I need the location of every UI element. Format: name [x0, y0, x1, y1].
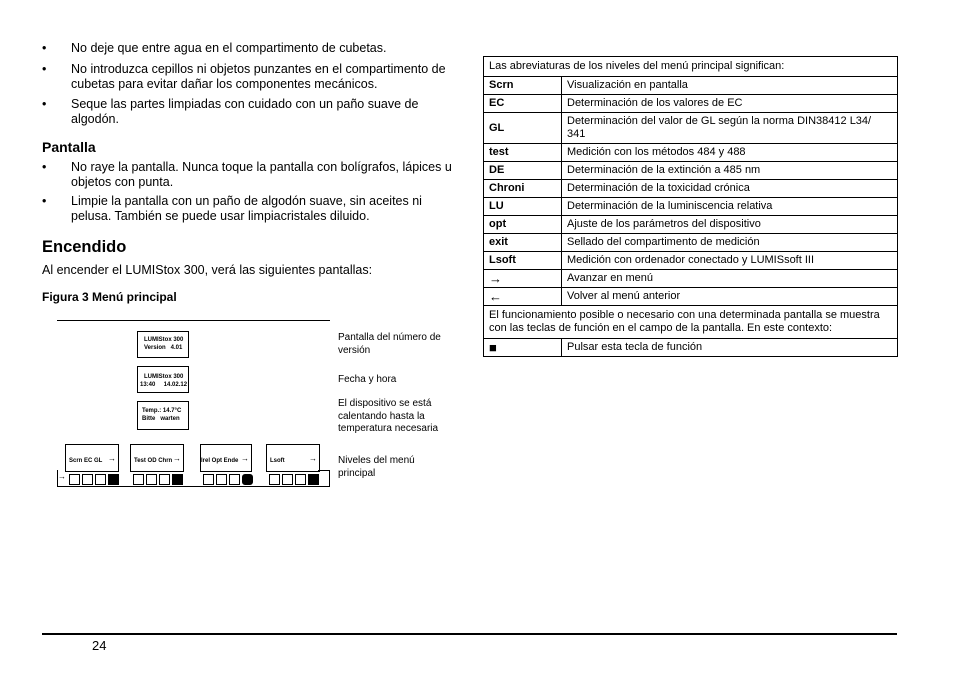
table-row [484, 216, 898, 234]
lcd-line: 13:40 14.02.12 [140, 382, 188, 388]
filled-square-icon: ■ [484, 339, 562, 357]
function-key [95, 474, 106, 485]
abbr-value: Determinación de la extinción a 485 nm [562, 162, 898, 180]
section-title-encendido: Encendido [42, 238, 127, 256]
bullet-symbol: • [42, 194, 47, 208]
abbr-value: Determinación de los valores de EC [562, 95, 898, 113]
function-key-active [108, 474, 119, 485]
figure-caption: Figura 3 Menú principal [42, 290, 177, 304]
abbr-value: Visualización en pantalla [562, 77, 898, 95]
abbreviations-table [483, 56, 898, 357]
abbr-value: Avanzar en menú [562, 270, 898, 288]
abbr-value: Ajuste de los parámetros del dispositivo [562, 216, 898, 234]
abbr-value: Medición con los métodos 484 y 488 [562, 144, 898, 162]
bullet-symbol: • [42, 62, 47, 76]
figure-top-rule [57, 320, 330, 321]
lcd-line: LUMIStox 300 [144, 374, 184, 380]
menu-level-2 [130, 444, 184, 472]
figure-label: El dispositivo se está calentando hasta la temperatura necesaria [338, 398, 439, 434]
function-key [82, 474, 93, 485]
table-header: Las abreviaturas de los niveles del menú principal significan: [484, 57, 898, 77]
table-header-row [484, 57, 898, 77]
table-row [484, 180, 898, 198]
abbr-key: GL [484, 113, 562, 144]
function-key [229, 474, 240, 485]
arrow-right-icon: → [484, 270, 562, 288]
arrow-right-icon: → [58, 472, 66, 481]
menu-level-text: lrel Opt Ende [201, 458, 239, 464]
table-row [484, 234, 898, 252]
figure-label: Pantalla del número de versión [338, 332, 441, 356]
abbr-value: Sellado del compartimento de medición [562, 234, 898, 252]
lcd-line: Temp.: 14.7°C [142, 408, 182, 414]
abbr-key: EC [484, 95, 562, 113]
table-note-row [484, 306, 898, 339]
abbr-key: exit [484, 234, 562, 252]
abbr-value: Volver al menú anterior [562, 288, 898, 306]
table-row [484, 339, 898, 357]
menu-level-3 [200, 444, 252, 472]
function-key [282, 474, 293, 485]
lcd-datetime-screen [137, 366, 189, 393]
table-row [484, 270, 898, 288]
bullet-text: No deje que entre agua en el compartimento de cubetas. [71, 41, 387, 55]
table-row [484, 252, 898, 270]
arrow-right-icon: → [108, 454, 116, 463]
abbr-value: Medición con ordenador conectado y LUMISsoft III [562, 252, 898, 270]
arrow-right-icon: → [241, 454, 249, 463]
menu-level-text: Test OD Chrn [134, 458, 173, 464]
footer-rule [42, 633, 897, 635]
menu-level-text: Lsoft [270, 458, 285, 464]
function-key [133, 474, 144, 485]
function-key-active [172, 474, 183, 485]
function-key-active [242, 474, 253, 485]
abbr-key: opt [484, 216, 562, 234]
figure-label: Niveles del menú principal [338, 455, 415, 479]
table-row [484, 144, 898, 162]
function-key-active [308, 474, 319, 485]
lcd-line: LUMIStox 300 [144, 337, 184, 343]
arrow-left-icon: ← [484, 288, 562, 306]
abbr-key: Lsoft [484, 252, 562, 270]
bullet-symbol: • [42, 160, 47, 174]
abbr-value: Determinación de la toxicidad crónica [562, 180, 898, 198]
lcd-line: Version 4.01 [144, 345, 183, 351]
abbr-key: DE [484, 162, 562, 180]
bullet-text: No raye la pantalla. Nunca toque la pantalla con bolígrafos, lápices u objetos con punta. [71, 160, 452, 189]
abbr-value: Determinación de la luminiscencia relativa [562, 198, 898, 216]
table-note: El funcionamiento posible o necesario con una determinada pantalla se muestra con las teclas de función en el campo de la pantalla. En este contexto: [484, 306, 898, 339]
table-row [484, 77, 898, 95]
menu-level-text: Scrn EC GL [69, 458, 103, 464]
function-key [216, 474, 227, 485]
abbr-key: LU [484, 198, 562, 216]
bullet-text: No introduzca cepillos ni objetos punzantes en el compartimento de cubetas para evitar dañar los componentes mecánicos. [71, 62, 446, 91]
section-title-pantalla: Pantalla [42, 139, 96, 155]
abbr-value: Pulsar esta tecla de función [562, 339, 898, 357]
abbr-key: test [484, 144, 562, 162]
bullet-text: Limpie la pantalla con un paño de algodón suave, sin aceites ni pelusa. También se puede usar limpiacristales diluido. [71, 194, 422, 223]
table-row [484, 162, 898, 180]
function-key [69, 474, 80, 485]
page-number: 24 [92, 638, 107, 653]
table-row [484, 198, 898, 216]
lcd-version-screen [137, 331, 189, 358]
loop-line-bottom [57, 486, 330, 487]
menu-level-1 [65, 444, 119, 472]
abbr-key: Scrn [484, 77, 562, 95]
function-key [295, 474, 306, 485]
table-row [484, 95, 898, 113]
menu-level-4 [266, 444, 320, 472]
table-row [484, 113, 898, 144]
loop-line-top-right [318, 470, 330, 471]
abbr-key: Chroni [484, 180, 562, 198]
bullet-symbol: • [42, 97, 47, 111]
function-key [203, 474, 214, 485]
arrow-right-icon: → [309, 454, 317, 463]
lcd-warmup-screen [137, 401, 189, 430]
bullet-symbol: • [42, 41, 47, 55]
table-row [484, 288, 898, 306]
intro-text: Al encender el LUMIStox 300, verá las siguientes pantallas: [42, 263, 373, 277]
figure-label: Fecha y hora [338, 374, 397, 385]
arrow-right-icon: → [173, 454, 181, 463]
loop-line-right [329, 470, 330, 487]
function-key [159, 474, 170, 485]
function-key [146, 474, 157, 485]
bullet-text: Seque las partes limpiadas con cuidado con un paño suave de algodón. [71, 97, 419, 126]
abbr-value: Determinación del valor de GL según la norma DIN38412 L34/ 341 [562, 113, 898, 144]
function-key [269, 474, 280, 485]
lcd-line: Bitte warten [142, 416, 180, 422]
